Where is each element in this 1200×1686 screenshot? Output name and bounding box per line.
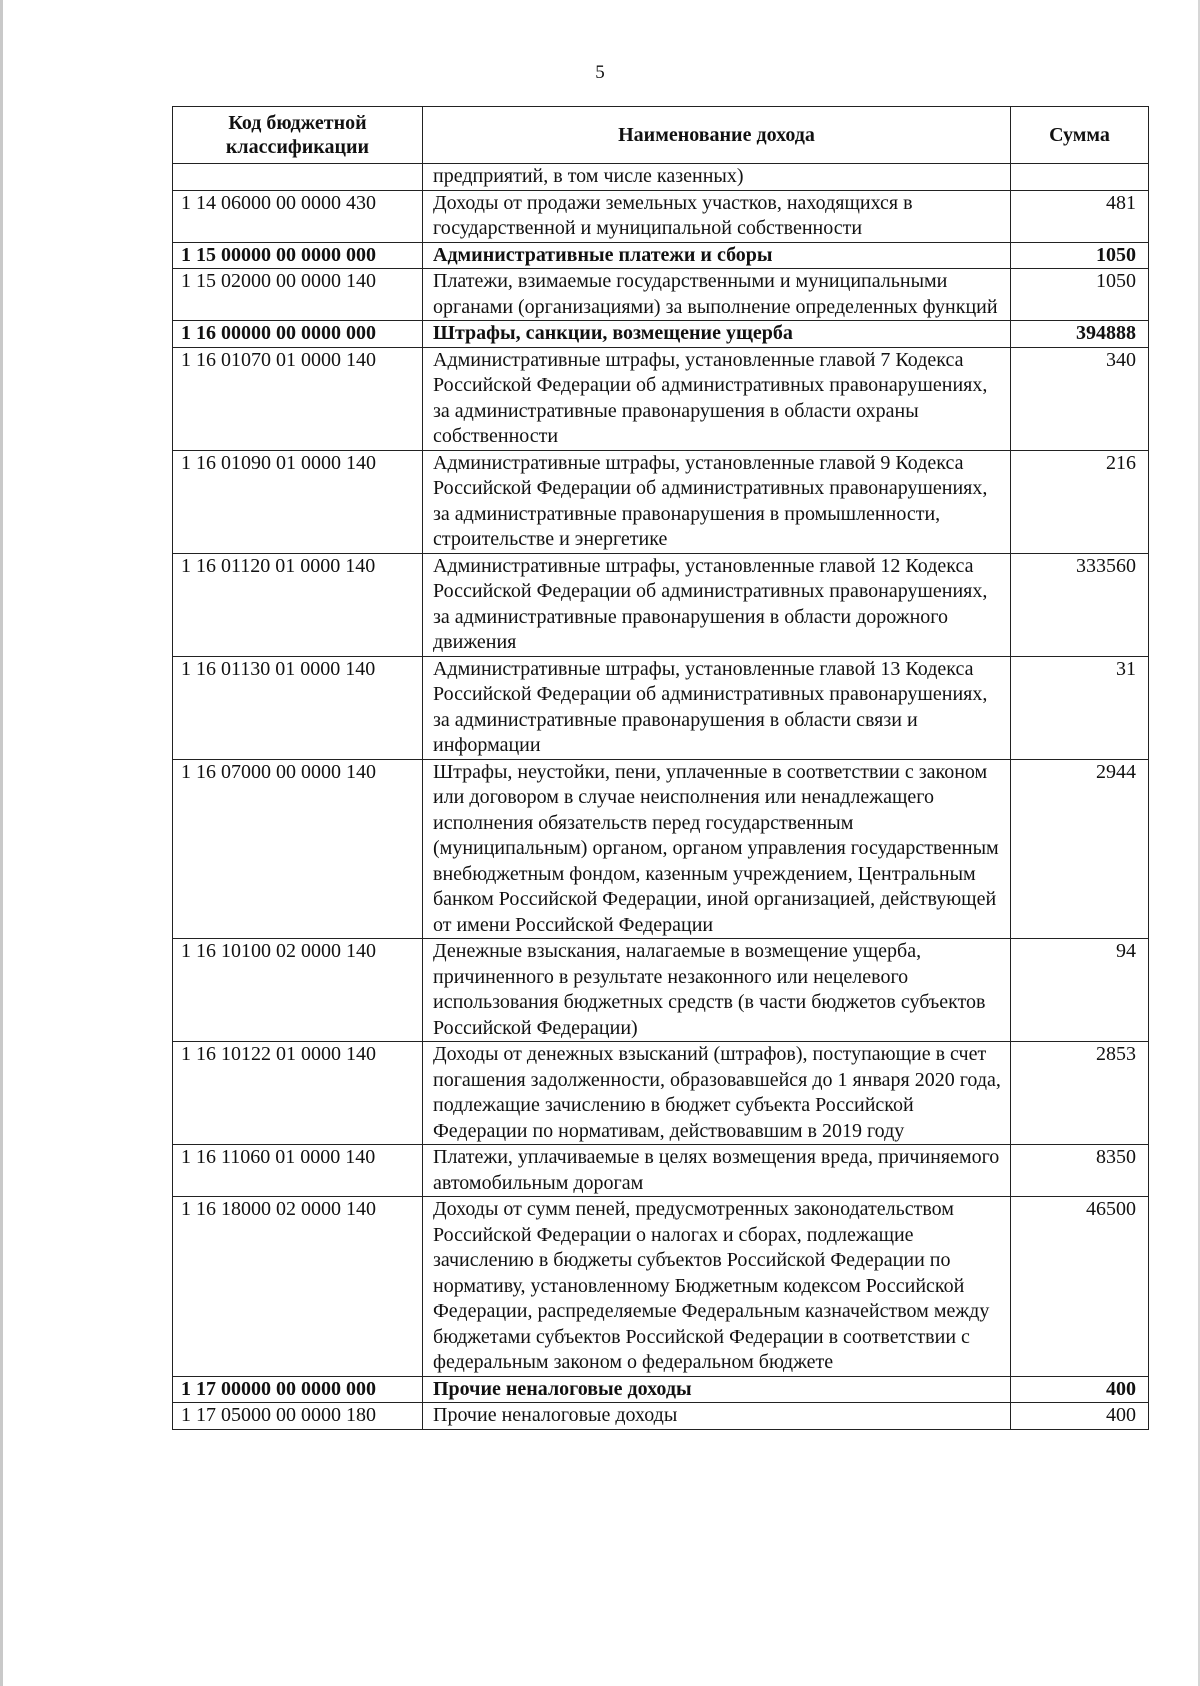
table-row <box>173 939 1149 1042</box>
code-cell: 1 16 10122 01 0000 140 <box>173 1042 423 1145</box>
table-row <box>173 1042 1149 1145</box>
table-row <box>173 164 1149 191</box>
table-row <box>173 1376 1149 1403</box>
table-row <box>173 450 1149 553</box>
code-cell: 1 16 11060 01 0000 140 <box>173 1145 423 1197</box>
table-row <box>173 347 1149 450</box>
code-cell: 1 17 05000 00 0000 180 <box>173 1403 423 1430</box>
page-number: 5 <box>595 62 605 83</box>
sum-cell: 216 <box>1011 450 1149 553</box>
sum-cell: 31 <box>1011 656 1149 759</box>
name-cell: Платежи, взимаемые государственными и муниципальными органами (организациями) за выполнение определенных функций <box>423 269 1011 321</box>
name-cell: Административные штрафы, установленные главой 7 Кодекса Российской Федерации об административных правонарушениях, за административные правонарушения в области охраны собственности <box>423 347 1011 450</box>
code-cell: 1 16 01070 01 0000 140 <box>173 347 423 450</box>
sum-cell: 2944 <box>1011 759 1149 939</box>
header-name: Наименование дохода <box>423 107 1011 164</box>
code-cell: 1 14 06000 00 0000 430 <box>173 190 423 242</box>
name-cell: Доходы от продажи земельных участков, находящихся в государственной и муниципальной собственности <box>423 190 1011 242</box>
table-row <box>173 269 1149 321</box>
code-cell: 1 16 01120 01 0000 140 <box>173 553 423 656</box>
sum-cell: 400 <box>1011 1376 1149 1403</box>
code-cell: 1 16 18000 02 0000 140 <box>173 1197 423 1377</box>
sum-cell: 94 <box>1011 939 1149 1042</box>
code-cell: 1 16 07000 00 0000 140 <box>173 759 423 939</box>
code-cell <box>173 164 423 191</box>
sum-cell: 333560 <box>1011 553 1149 656</box>
table-row <box>173 553 1149 656</box>
code-cell: 1 17 00000 00 0000 000 <box>173 1376 423 1403</box>
table-row <box>173 242 1149 269</box>
sum-cell: 340 <box>1011 347 1149 450</box>
name-cell: Доходы от сумм пеней, предусмотренных законодательством Российской Федерации о налогах и сборах, подлежащие зачислению в бюджеты субъектов Российской Федерации по нормативу, установленному Бюджетным кодексом Российской Федерации, распределяемые Федеральным казначейством между бюджетами субъектов Российской Федерации в соответствии с федеральным законом о федеральном бюджете <box>423 1197 1011 1377</box>
table-row <box>173 656 1149 759</box>
name-cell: Денежные взыскания, налагаемые в возмещение ущерба, причиненного в результате незаконного или нецелевого использования бюджетных средств (в части бюджетов субъектов Российской Федерации) <box>423 939 1011 1042</box>
header-sum: Сумма <box>1011 107 1149 164</box>
name-cell: Прочие неналоговые доходы <box>423 1376 1011 1403</box>
table-row <box>173 321 1149 348</box>
budget-income-table <box>172 106 1149 1430</box>
table-row <box>173 1403 1149 1430</box>
sum-cell: 1050 <box>1011 242 1149 269</box>
table-row <box>173 1145 1149 1197</box>
sum-cell <box>1011 164 1149 191</box>
code-cell: 1 16 01130 01 0000 140 <box>173 656 423 759</box>
header-code: Код бюджетной классификации <box>173 107 423 164</box>
name-cell: Штрафы, неустойки, пени, уплаченные в соответствии с законом или договором в случае неисполнения или ненадлежащего исполнения обязательств перед государственным (муниципальным) органом, органом управления государственным внебюджетным фондом, казенным учреждением, Центральным банком Российской Федерации, иной организацией, действующей от имени Российской Федерации <box>423 759 1011 939</box>
table-header-row <box>173 107 1149 164</box>
name-cell: Доходы от денежных взысканий (штрафов), поступающие в счет погашения задолженности, образовавшейся до 1 января 2020 года, подлежащие зачислению в бюджет субъекта Российской Федерации по нормативам, действовавшим в 2019 году <box>423 1042 1011 1145</box>
name-cell: Штрафы, санкции, возмещение ущерба <box>423 321 1011 348</box>
sum-cell: 1050 <box>1011 269 1149 321</box>
name-cell: предприятий, в том числе казенных) <box>423 164 1011 191</box>
table-body <box>173 164 1149 1430</box>
code-cell: 1 16 00000 00 0000 000 <box>173 321 423 348</box>
table-row <box>173 1197 1149 1377</box>
name-cell: Административные штрафы, установленные главой 9 Кодекса Российской Федерации об административных правонарушениях, за административные правонарушения в промышленности, строительстве и энергетике <box>423 450 1011 553</box>
name-cell: Прочие неналоговые доходы <box>423 1403 1011 1430</box>
name-cell: Административные платежи и сборы <box>423 242 1011 269</box>
table-row <box>173 759 1149 939</box>
scan-edge-left <box>0 0 3 1686</box>
code-cell: 1 16 10100 02 0000 140 <box>173 939 423 1042</box>
sum-cell: 394888 <box>1011 321 1149 348</box>
sum-cell: 46500 <box>1011 1197 1149 1377</box>
code-cell: 1 15 02000 00 0000 140 <box>173 269 423 321</box>
name-cell: Административные штрафы, установленные главой 13 Кодекса Российской Федерации об административных правонарушениях, за административные правонарушения в области связи и информации <box>423 656 1011 759</box>
name-cell: Административные штрафы, установленные главой 12 Кодекса Российской Федерации об административных правонарушениях, за административные правонарушения в области дорожного движения <box>423 553 1011 656</box>
sum-cell: 8350 <box>1011 1145 1149 1197</box>
sum-cell: 2853 <box>1011 1042 1149 1145</box>
sum-cell: 481 <box>1011 190 1149 242</box>
name-cell: Платежи, уплачиваемые в целях возмещения вреда, причиняемого автомобильным дорогам <box>423 1145 1011 1197</box>
code-cell: 1 15 00000 00 0000 000 <box>173 242 423 269</box>
sum-cell: 400 <box>1011 1403 1149 1430</box>
table-row <box>173 190 1149 242</box>
code-cell: 1 16 01090 01 0000 140 <box>173 450 423 553</box>
